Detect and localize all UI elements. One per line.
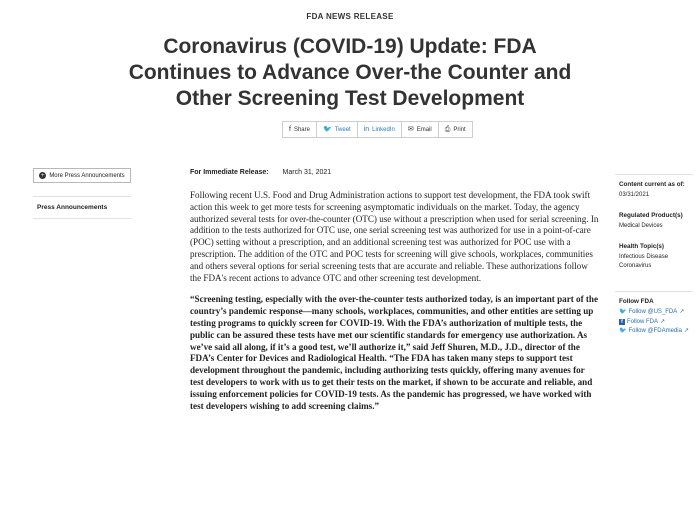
follow-link-label: Follow @US_FDA	[628, 309, 678, 315]
more-press-announcements-label: More Press Announcements	[49, 172, 125, 179]
envelope-icon: ✉	[407, 126, 414, 133]
external-link-icon: ↗	[660, 318, 666, 325]
twitter-icon: 🐦	[322, 126, 332, 133]
share-button[interactable]	[283, 122, 317, 137]
follow-fda-label: Follow FDA	[619, 298, 654, 305]
regulated-products-label: Regulated Product(s)	[619, 212, 683, 219]
health-topics-label: Health Topic(s)	[619, 243, 665, 250]
sidebar-divider	[615, 291, 693, 292]
printer-icon: ⎙	[444, 126, 451, 133]
health-topics-section	[619, 243, 691, 271]
external-link-icon: ↗	[679, 309, 685, 315]
email-button[interactable]	[402, 122, 439, 137]
regulated-product-item[interactable]: Medical Devices	[619, 223, 663, 229]
content-current-section	[619, 181, 691, 200]
sidebar-divider	[615, 174, 693, 175]
linkedin-label: LinkedIn	[372, 126, 395, 133]
linkedin-icon: in	[363, 126, 370, 133]
tweet-button[interactable]	[317, 122, 358, 137]
follow-fdamedia-link[interactable]	[619, 327, 691, 337]
left-divider	[33, 196, 131, 197]
content-current-date: 03/31/2021	[619, 192, 650, 198]
twitter-icon: 🐦	[619, 328, 627, 334]
twitter-icon: 🐦	[619, 309, 627, 315]
release-line	[190, 169, 331, 176]
follow-link-label: Follow FDA	[627, 318, 659, 325]
article-body	[190, 190, 600, 422]
follow-us-fda-link[interactable]	[619, 308, 691, 318]
article-paragraph: Following recent U.S. Food and Drug Administration actions to support test development, the FDA took swift action this week to get more tests for screening asymptomatic individuals on the market. Today, the agency authorized several tests for over-the-counter (OTC) use without a prescription when used for serial screening. In addition to the tests authorized for OTC use, one serial screening test was authorized for use in a point-of-care (POC) setting without a prescription, and an additional screening test was authorized for POC use with a prescription. The addition of the OTC and POC tests for screening will give schools, workplaces, communities and others several options for serial screening tests that are accurate and reliable. These authorizations follow the FDA's recent actions to advance OTC and other screening test development.	[190, 190, 599, 283]
facebook-icon: f	[289, 126, 291, 133]
health-topic-item[interactable]: Coronavirus	[619, 263, 652, 269]
linkedin-button[interactable]	[358, 122, 402, 137]
left-divider	[33, 218, 131, 219]
page-title: Coronavirus (COVID-19) Update: FDA Continues to Advance Over-the Counter and Other Screening Test Development	[128, 35, 572, 110]
health-topic-item[interactable]: Infectious Disease	[619, 254, 669, 260]
content-current-label: Content current as of:	[619, 181, 685, 188]
facebook-icon: f	[619, 319, 625, 325]
regulated-products-section	[619, 212, 691, 231]
news-release-kicker: FDA NEWS RELEASE	[306, 12, 394, 21]
external-link-icon: ↗	[683, 328, 689, 334]
follow-fda-section	[619, 298, 691, 337]
tweet-label: Tweet	[334, 126, 351, 133]
press-announcements-link[interactable]: Press Announcements	[37, 204, 108, 211]
release-label: For Immediate Release:	[190, 169, 269, 176]
print-button[interactable]	[439, 122, 472, 137]
follow-fda-facebook-link[interactable]	[619, 318, 691, 328]
share-bar	[282, 121, 473, 138]
more-press-announcements-button[interactable]	[33, 168, 131, 183]
print-label: Print	[453, 126, 466, 133]
release-date: March 31, 2021	[282, 169, 332, 176]
follow-link-label: Follow @FDAmedia	[628, 328, 682, 334]
email-label: Email	[416, 126, 432, 133]
article-quote: “Screening testing, especially with the over-the-counter tests authorized today, is an important part of the country’s pandemic response—many schools, workplaces, communities, and other entities are setting up testing programs to quickly screen for COVID-19. With the FDA’s authorization of multiple tests, the public can be assured these tests have met our scientific standards for emergency use authorization. As we’ve said all along, if it’s a good test, we’ll authorize it,” said Jeff Shuren, M.D., J.D., director of the FDA’s Center for Devices and Radiological Health. “The FDA has taken many steps to support test development throughout the pandemic, including authorizing tests quickly, offering many avenues for test developers to work with us to get their tests on the market, if shown to be accurate and reliable, and issuing enforcement policies for COVID-19 tests. As the pandemic has progressed, we have worked with test developers wishing to add screening claims.”	[190, 294, 598, 411]
share-label: Share	[293, 126, 310, 133]
plus-circle-icon: +	[41, 172, 45, 179]
